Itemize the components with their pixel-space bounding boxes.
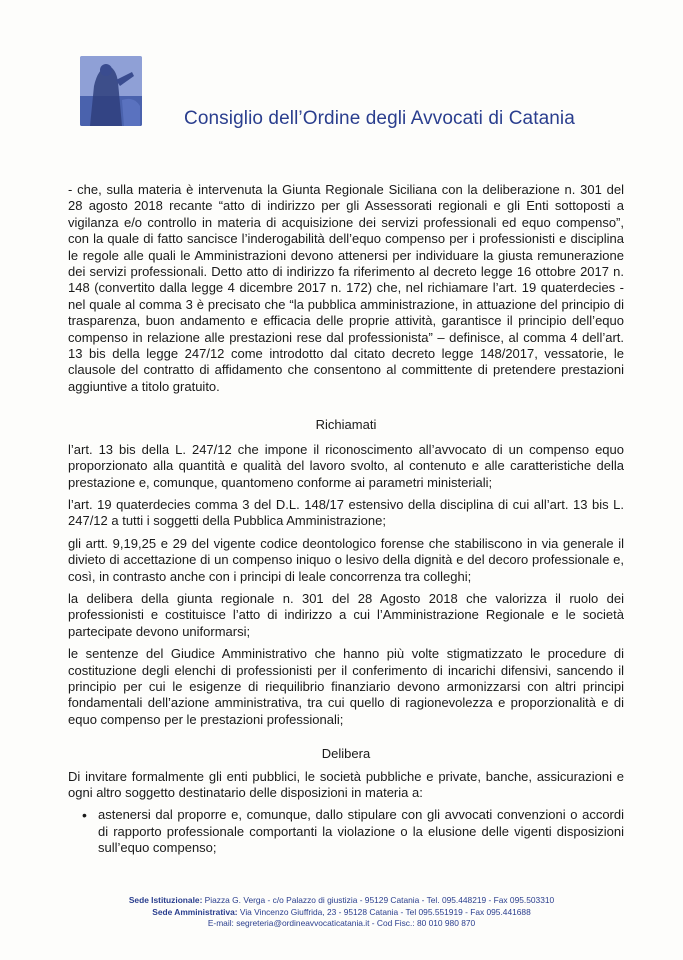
page-footer (0, 895, 683, 930)
justice-statue-logo-icon (80, 56, 142, 126)
footer-line-administrative: Sede Amministrativa: Via Vincenzo Giuffrida, 23 - 95128 Catania - Tel 095.551919 - Fax 095.441688 (152, 906, 531, 917)
bullet-icon: • (82, 807, 87, 824)
document-body (68, 182, 624, 857)
delibera-heading: Delibera (321, 746, 371, 762)
richiamati-item: l’art. 19 quaterdecies comma 3 del D.L. 148/17 estensivo della disciplina di cui all’art. 13 bis L. 247/12 a tutti i soggetti della Pubblica Amministrazione; (68, 496, 624, 529)
richiamati-item: gli artt. 9,19,25 e 29 del vigente codice deontologico forense che stabiliscono in via generale il divieto di accettazione di un compenso iniquo o lesivo della dignità e del decoro professionale e, così, in contrasto anche con i principi di leale concorrenza tra colleghi; (68, 535, 624, 584)
richiamati-item: l’art. 13 bis della L. 247/12 che impone il riconoscimento all’avvocato di un compenso equo proporzionato alla quantità e qualità del lavoro svolto, al contenuto e alle caratteristiche della prestazione e, comunque, quantomeno conforme ai parametri ministeriali; (68, 441, 624, 490)
richiamati-heading: Richiamati (315, 417, 377, 433)
delibera-bullet (68, 807, 624, 856)
delibera-bullet-text: astenersi dal proporre e, comunque, dallo stipulare con gli avvocati convenzioni o accordi di rapporto professionale comportanti la violazione o la elusione delle vigenti disposizioni sull’equo compenso; (98, 807, 624, 856)
footer-line-contacts: E-mail: segreteria@ordineavvocaticatania.it - Cod Fisc.: 80 010 980 870 (207, 918, 476, 928)
delibera-intro: Di invitare formalmente gli enti pubblici, le società pubbliche e private, banche, assicurazioni e ogni altro soggetto destinatario delle disposizioni in materia a: (68, 768, 624, 800)
footer-line-institutional: Sede Istituzionale: Piazza G. Verga - c/o Palazzo di giustizia - 95129 Catania - Tel. 095.448219 - Fax 095.503310 (128, 895, 555, 905)
richiamati-item: le sentenze del Giudice Amministrativo che hanno più volte stigmatizzato le procedure di costituzione degli elenchi di professionisti per il conferimento di incarichi difensivi, sancendo il principio per cui le esigenze di riequilibrio finanziario devono armonizzarsi con altri principi fondamentali dell’azione amministrativa, tra cui quello di ragionevolezza e proporzionalità e di equo compenso per le prestazioni professionali; (68, 646, 624, 727)
richiamati-item: la delibera della giunta regionale n. 301 del 28 Agosto 2018 che valorizza il ruolo dei professionisti e costituisce l’atto di indirizzo a cui l’Amministrazione Regionale e le società partecipate devono uniformarsi; (68, 590, 624, 639)
intro-paragraph: - che, sulla materia è intervenuta la Giunta Regionale Siciliana con la deliberazione n. 301 del 28 agosto 2018 recante “atto di indirizzo per gli Assessorati regionali e gli Enti sottoposti a vigilanza e/o controllo in materia di acquisizione dei servizi professionali ed equo compenso”, con la quale di fatto sancisce l’inderogabilità dell’equo compenso per i professionisti e disciplina le regole alle quali le Amministrazioni devono attenersi per individuare la giusta remunerazione dei servizi professionali. Detto atto di indirizzo fa riferimento al decreto legge 16 ottobre 2017 n. 148 (convertito dalla legge 4 dicembre 2017 n. 172) che, nel richiamare l’art. 19 quaterdecies - nel quale al comma 3 è precisato che “la pubblica amministrazione, in attuazione del principio di trasparenza, buon andamento e efficacia delle proprie attività, garantisce il principio dell’equo compenso in relazione alle prestazioni rese dal professionista” – definisce, al comma 4 dell’art. 13 bis della legge 247/12 come introdotto dal citato decreto legge 148/2017, vessatorie, le clausole del contratto di affidamento che consentono al committente di pretendere prestazioni aggiuntive a titolo gratuito. (68, 182, 624, 394)
order-logo (80, 56, 142, 126)
page-title: Consiglio dell’Ordine degli Avvocati di Catania (184, 108, 575, 129)
